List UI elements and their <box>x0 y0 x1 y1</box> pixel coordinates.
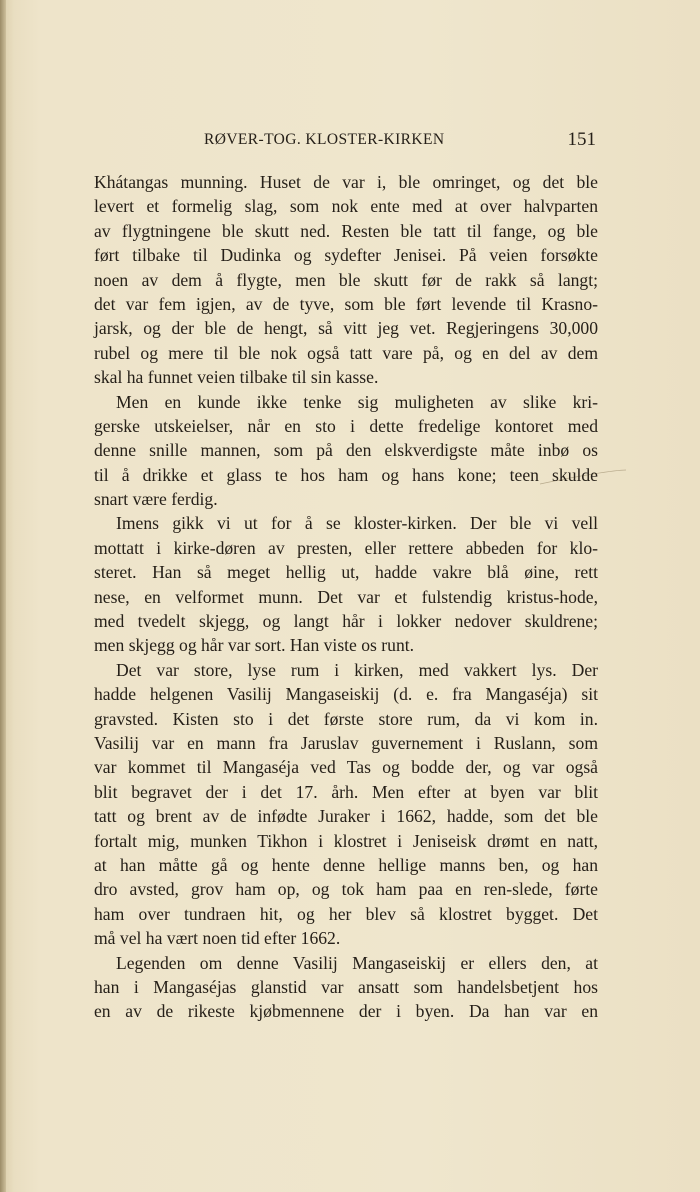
text-line: rubel og mere til ble nok også tatt vare på, og en del av dem <box>94 342 598 363</box>
text-line: skal ha funnet veien tilbake til sin kasse. <box>94 367 379 388</box>
page-spine-shadow <box>0 0 6 1192</box>
text-line: Det var store, lyse rum i kirken, med vakkert lys. Der <box>116 659 598 680</box>
text-line: levert et formelig slag, som nok ente med at over halvparten <box>94 196 598 217</box>
text-line: Khátangas munning. Huset de var i, ble omringet, og det ble <box>94 172 598 192</box>
text-line: Imens gikk vi ut for å se kloster-kirken. Der ble vi vell <box>116 513 598 534</box>
text-line: hadde helgenen Vasilij Mangaseiskij (d. e. fra Mangaséja) sit <box>94 684 598 705</box>
text-line: gerske utskeielser, når en sto i dette fredelige kontoret med <box>94 415 598 436</box>
text-line: snart være ferdig. <box>94 489 218 510</box>
text-line: ført tilbake til Dudinka og sydefter Jenisei. På veien forsøkte <box>94 245 598 266</box>
text-line: blit begravet der i det 17. årh. Men efter at byen var blit <box>94 781 598 802</box>
text-line: han i Mangaséjas glanstid var ansatt som handelsbetjent hos <box>94 976 598 997</box>
text-line: det var fem igjen, av de tyve, som ble ført levende til Krasno- <box>94 293 598 314</box>
page-number: 151 <box>567 129 596 150</box>
text-line: mottatt i kirke-døren av presten, eller rettere abbeden for klo- <box>94 537 598 558</box>
text-line: gravsted. Kisten sto i det første store rum, da vi kom in. <box>94 708 598 729</box>
text-line: Vasilij var en mann fra Jaruslav guvernement i Ruslann, som <box>94 732 598 753</box>
text-line: en av de rikeste kjøbmennene der i byen. Da han var en <box>94 1001 598 1022</box>
page-header <box>94 129 598 155</box>
text-line: at han måtte gå og hente denne hellige manns ben, og han <box>94 854 598 875</box>
text-line: fortalt mig, munken Tikhon i klostret i Jeniseisk drømt en natt, <box>94 830 598 851</box>
text-line: av flygtningene ble skutt ned. Resten ble tatt til fange, og ble <box>94 220 598 241</box>
text-line: med tvedelt skjegg, og langt hår i lokker nedover skuldrene; <box>94 611 598 632</box>
text-line: Legenden om denne Vasilij Mangaseiskij er ellers den, at <box>116 952 598 973</box>
text-line: noen av dem å flygte, men ble skutt før de rakk så langt; <box>94 269 598 290</box>
text-line: til å drikke et glass te hos ham og hans kone; teen skulde <box>94 464 598 485</box>
running-title: RØVER-TOG. KLOSTER-KIRKEN <box>204 131 445 148</box>
body-text <box>94 170 598 1024</box>
text-line: jarsk, og der ble de hengt, så vitt jeg vet. Regjeringens 30,000 <box>94 318 598 339</box>
text-line: men skjegg og hår var sort. Han viste os runt. <box>94 635 415 656</box>
text-line: nese, en velformet munn. Det var et fulstendig kristus-hode, <box>94 586 598 607</box>
text-line: tatt og brent av de infødte Juraker i 1662, hadde, som det ble <box>94 806 598 827</box>
text-line: Men en kunde ikke tenke sig muligheten av slike kri- <box>116 391 598 412</box>
text-line: ham over tundraen hit, og her blev så klostret bygget. Det <box>94 903 598 924</box>
text-line: steret. Han så meget hellig ut, hadde vakre blå øine, rett <box>94 562 598 583</box>
text-line: denne snille mannen, som på den elskverdigste måte inbø os <box>94 440 598 461</box>
text-line: var kommet til Mangaséja ved Tas og bodde der, og var også <box>94 757 598 778</box>
text-line: må vel ha vært noen tid efter 1662. <box>94 928 341 949</box>
text-line: dro avsted, grov ham op, og tok ham paa en ren-slede, førte <box>94 879 598 900</box>
